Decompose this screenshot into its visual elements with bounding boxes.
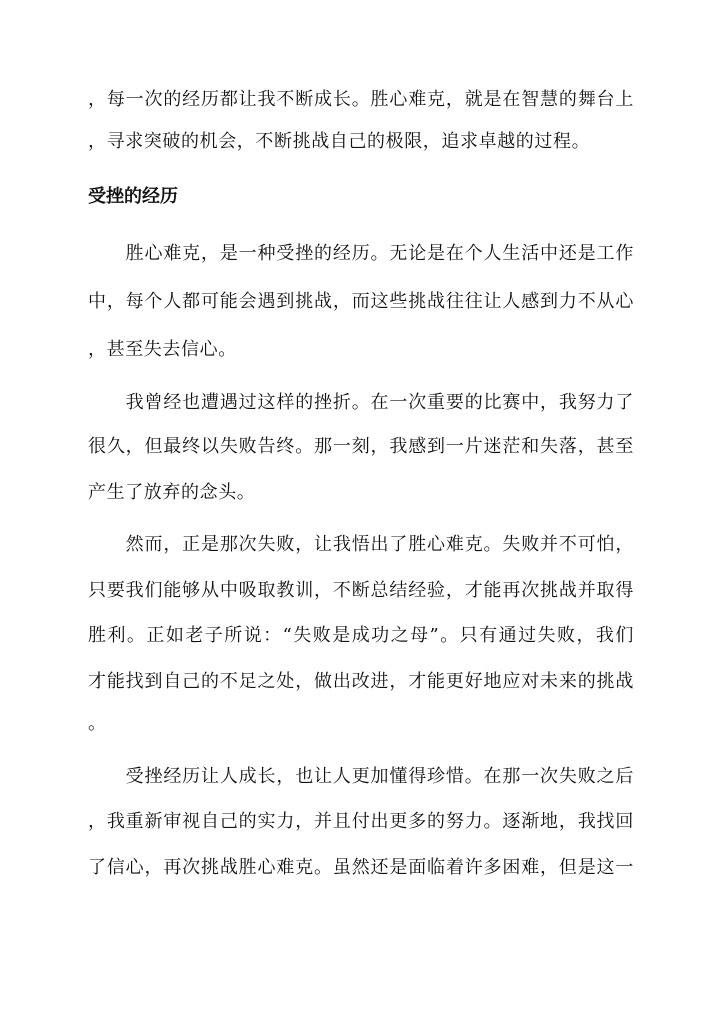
paragraph-3-line-3: 胜利。正如老子所说：“失败是成功之母”。只有通过失败，我们	[88, 625, 634, 646]
paragraph-3-line-2: 只要我们能够从中吸取教训，不断总结经验，才能再次挑战并取得	[88, 580, 634, 601]
paragraph-2-line-3: 产生了放弃的念头。	[88, 482, 256, 503]
intro-line-1: ，每一次的经历都让我不断成长。胜心难克，就是在智慧的舞台上	[88, 89, 634, 110]
paragraph-4-line-2: ，我重新审视自己的实力，并且付出更多的努力。逐渐地，我找回	[88, 811, 634, 832]
paragraph-1-line-3: ，甚至失去信心。	[88, 339, 237, 360]
paragraph-3-line-5: 。	[88, 713, 107, 734]
paragraph-3-line-1: 然而，正是那次失败，让我悟出了胜心难克。失败并不可怕，	[88, 534, 634, 555]
paragraph-4-line-3: 了信心，再次挑战胜心难克。虽然还是面临着许多困难，但是这一	[88, 857, 634, 878]
paragraph-3-line-4: 才能找到自己的不足之处，做出改进，才能更好地应对未来的挑战	[88, 671, 634, 692]
paragraph-2-line-2: 很久，但最终以失败告终。那一刻，我感到一片迷茫和失落，甚至	[88, 436, 634, 457]
section-heading: 受挫的经历	[88, 186, 178, 207]
intro-line-2: ，寻求突破的机会，不断挑战自己的极限，追求卓越的过程。	[88, 131, 591, 152]
paragraph-4-line-1: 受挫经历让人成长，也让人更加懂得珍惜。在那一次失败之后	[88, 766, 634, 787]
paragraph-2-line-1: 我曾经也遭遇过这样的挫折。在一次重要的比赛中，我努力了	[88, 392, 634, 413]
paragraph-1-line-1: 胜心难克，是一种受挫的经历。无论是在个人生活中还是工作	[88, 243, 634, 264]
paragraph-1-line-2: 中，每个人都可能会遇到挑战，而这些挑战往往让人感到力不从心	[88, 291, 634, 312]
